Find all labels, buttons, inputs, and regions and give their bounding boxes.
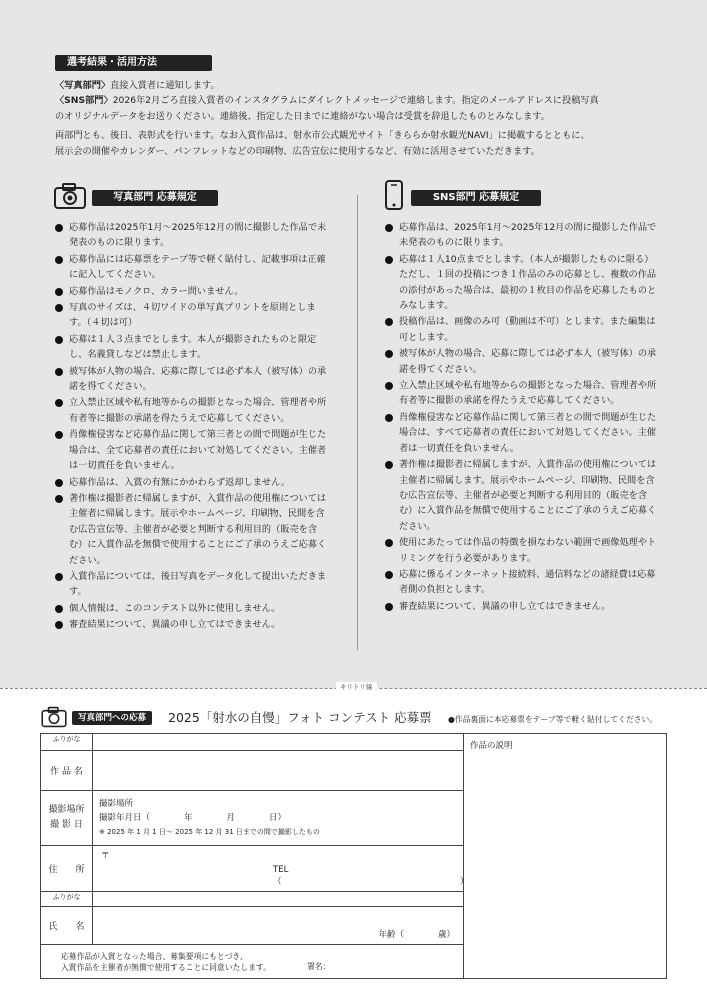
address-label: 住 所 <box>41 846 93 892</box>
sns-rules-list <box>385 220 660 615</box>
list-item: 立入禁止区域や私有地等からの撮影となった場合、管理者や所有者等に撮影の承諾を得たうえで応募してください。 <box>55 395 327 426</box>
cut-label: キリトリ線 <box>336 682 377 691</box>
date-note: ※ 2025 年 1 月 1 日～ 2025 年 12 月 31 日までの間で撮影したもの <box>99 828 320 836</box>
smartphone-icon <box>384 180 404 214</box>
photo-result: 直接入賞者に通知します。 <box>110 80 220 91</box>
tel-field: TEL（ ） <box>273 865 469 887</box>
age-field: 年齢（ 歳） <box>378 930 455 940</box>
date-value: 撮影年月日（ 年 月 日） <box>99 813 287 823</box>
list-item: 投稿作品は、画像のみ可（動画は不可）とします。また編集は可とします。 <box>385 314 660 345</box>
title-label: 作 品 名 <box>41 751 93 791</box>
photo-label: 〈写真部門〉 <box>55 80 111 91</box>
date-label: 撮 影 日 <box>50 820 83 830</box>
column-divider <box>357 195 358 650</box>
camera-icon <box>53 182 87 214</box>
address-field[interactable] <box>93 846 469 892</box>
form-title: 2025「射水の自慢」フォト コンテスト 応募票 <box>168 710 432 725</box>
list-item: 応募作品は2025年1月～2025年12月の間に撮影した作品で未発表のものに限ります。 <box>55 220 327 251</box>
list-item: 応募に係るインターネット接続料、通信料などの諸経費は応募者側の負担とします。 <box>385 567 660 598</box>
consent-text-2: 入賞作品を主催者が無償で使用することに同意いたします。 <box>61 963 271 972</box>
list-item: 個人情報は、このコンテスト以外に使用しません。 <box>55 601 327 616</box>
list-item: 審査結果について、異議の申し立てはできません。 <box>55 617 327 632</box>
form-note: ●作品裏面に本応募票をテープ等で軽く貼付してください。 <box>448 715 658 724</box>
furigana-label: ふりがな <box>41 734 93 751</box>
form-camera-icon <box>40 706 68 732</box>
sns-result-1: 2026年2月ごろ直接入賞者のインスタグラムにダイレクトメッセージで連絡します。指定のメールアドレスに投稿写真 <box>112 95 599 107</box>
sns-label: 〈SNS部門〉 <box>55 95 113 107</box>
title-furigana-field[interactable] <box>93 734 464 751</box>
selection-header: 選考結果・活用方法 <box>55 55 212 71</box>
list-item: 応募作品は、2025年1月～2025年12月の間に撮影した作品で未発表のものに限ります。 <box>385 220 660 251</box>
photo-rules-list <box>55 220 327 634</box>
name-field[interactable] <box>93 907 464 945</box>
postal-mark: 〒 <box>101 851 110 861</box>
both-text-2: 展示会の開催やカレンダー、パンフレットなどの印刷物、広告宣伝に使用するなど、有効に活用させていただきます。 <box>55 145 540 157</box>
list-item: 応募は１人３点までとします。本人が撮影されたものと限定し、名義貸しなどは禁止します。 <box>55 332 327 363</box>
list-item: 立入禁止区域や私有地等からの撮影となった場合、管理者や所有者等に撮影の承諾を得たうえで応募してください。 <box>385 378 660 409</box>
list-item: 応募は１人10点までとします。（本人が撮影したものに限る）ただし、１回の投稿につき１作品のみの応募とし、複数の作品の添付があった場合は、最初の１枚目の作品を応募したものとみなします。 <box>385 252 660 314</box>
place-label: 撮影場所 <box>48 805 85 815</box>
signature-field[interactable]: 署名： <box>307 962 331 971</box>
form-badge: 写真部門への応募 <box>72 711 152 725</box>
explanation-label: 作品の説明 <box>470 741 513 751</box>
list-item: 肖像権侵害など応募作品に関して第三者との間で問題が生じた場合は、すべて応募者の責任において対処してください。主催者は一切責任を負いません。 <box>385 410 660 456</box>
explanation-field[interactable] <box>464 734 667 979</box>
list-item: 応募作品には応募票をテープ等で軽く貼付し、記載事項は正確に記入してください。 <box>55 252 327 283</box>
place-date-field[interactable] <box>93 791 464 846</box>
list-item: 被写体が人物の場合、応募に際しては必ず本人（被写体）の承諾を得てください。 <box>55 364 327 395</box>
list-item: 著作権は撮影者に帰属しますが、入賞作品の使用権については主催者に帰属します。展示やホームページ、印刷物、民間を含む広告宣伝等、主催者が必要と判断する利用目的（販売を含む）に入賞作品を無償で使用することにご了承のうえご応募ください。 <box>55 491 327 568</box>
list-item: 審査結果について、異議の申し立てはできません。 <box>385 599 660 614</box>
sns-rules-header: SNS部門 応募規定 <box>411 190 541 206</box>
place-value: 撮影場所 <box>99 799 134 809</box>
name-label: 氏 名 <box>41 907 93 945</box>
photo-rules-header: 写真部門 応募規定 <box>92 190 218 206</box>
both-text-1: 両部門とも、後日、表彰式を行います。なお入賞作品は、射水市公式観光サイト「きららか射水観光NAVI」に掲載するとともに、 <box>55 130 590 142</box>
consent-text-1: 応募作品が入賞となった場合、募集要項にもとづき、 <box>61 952 248 961</box>
list-item: 著作権は撮影者に帰属しますが、入賞作品の使用権については主催者に帰属します。展示やホームページ、印刷物、民間を含む広告宣伝等、主催者が必要と判断する利用目的（販売を含む）に入賞作品を無償で使用することにご了承のうえご応募ください。 <box>385 457 660 534</box>
entry-form <box>40 733 667 979</box>
list-item: 入賞作品については、後日写真をデータ化して提出いただきます。 <box>55 569 327 600</box>
selection-text <box>55 78 665 159</box>
list-item: 応募作品はモノクロ、カラー問いません。 <box>55 284 327 299</box>
list-item: 応募作品は、入賞の有無にかかわらず返却しません。 <box>55 475 327 490</box>
sns-result-2: のオリジナルデータをお送りください。連絡後、指定した日までに連絡がない場合は受賞を辞退したものとみなします。 <box>55 110 550 122</box>
place-date-label <box>41 791 93 846</box>
list-item: 被写体が人物の場合、応募に際しては必ず本人（被写体）の承諾を得てください。 <box>385 346 660 377</box>
list-item: 肖像権侵害など応募作品に関して第三者との間で問題が生じた場合は、全て応募者の責任において対処してください。主催者は一切責任を負いません。 <box>55 427 327 473</box>
title-field[interactable] <box>93 751 464 791</box>
consent-row <box>41 945 464 979</box>
list-item: 使用にあたっては作品の特徴を損なわない範囲で画像処理やトリミングを行う必要があります。 <box>385 535 660 566</box>
furigana-label-2: ふりがな <box>41 892 93 907</box>
list-item: 写真のサイズは、４切ワイドの単写真プリントを原則とします。（４切は可） <box>55 300 327 331</box>
name-furigana-field[interactable] <box>93 892 464 907</box>
